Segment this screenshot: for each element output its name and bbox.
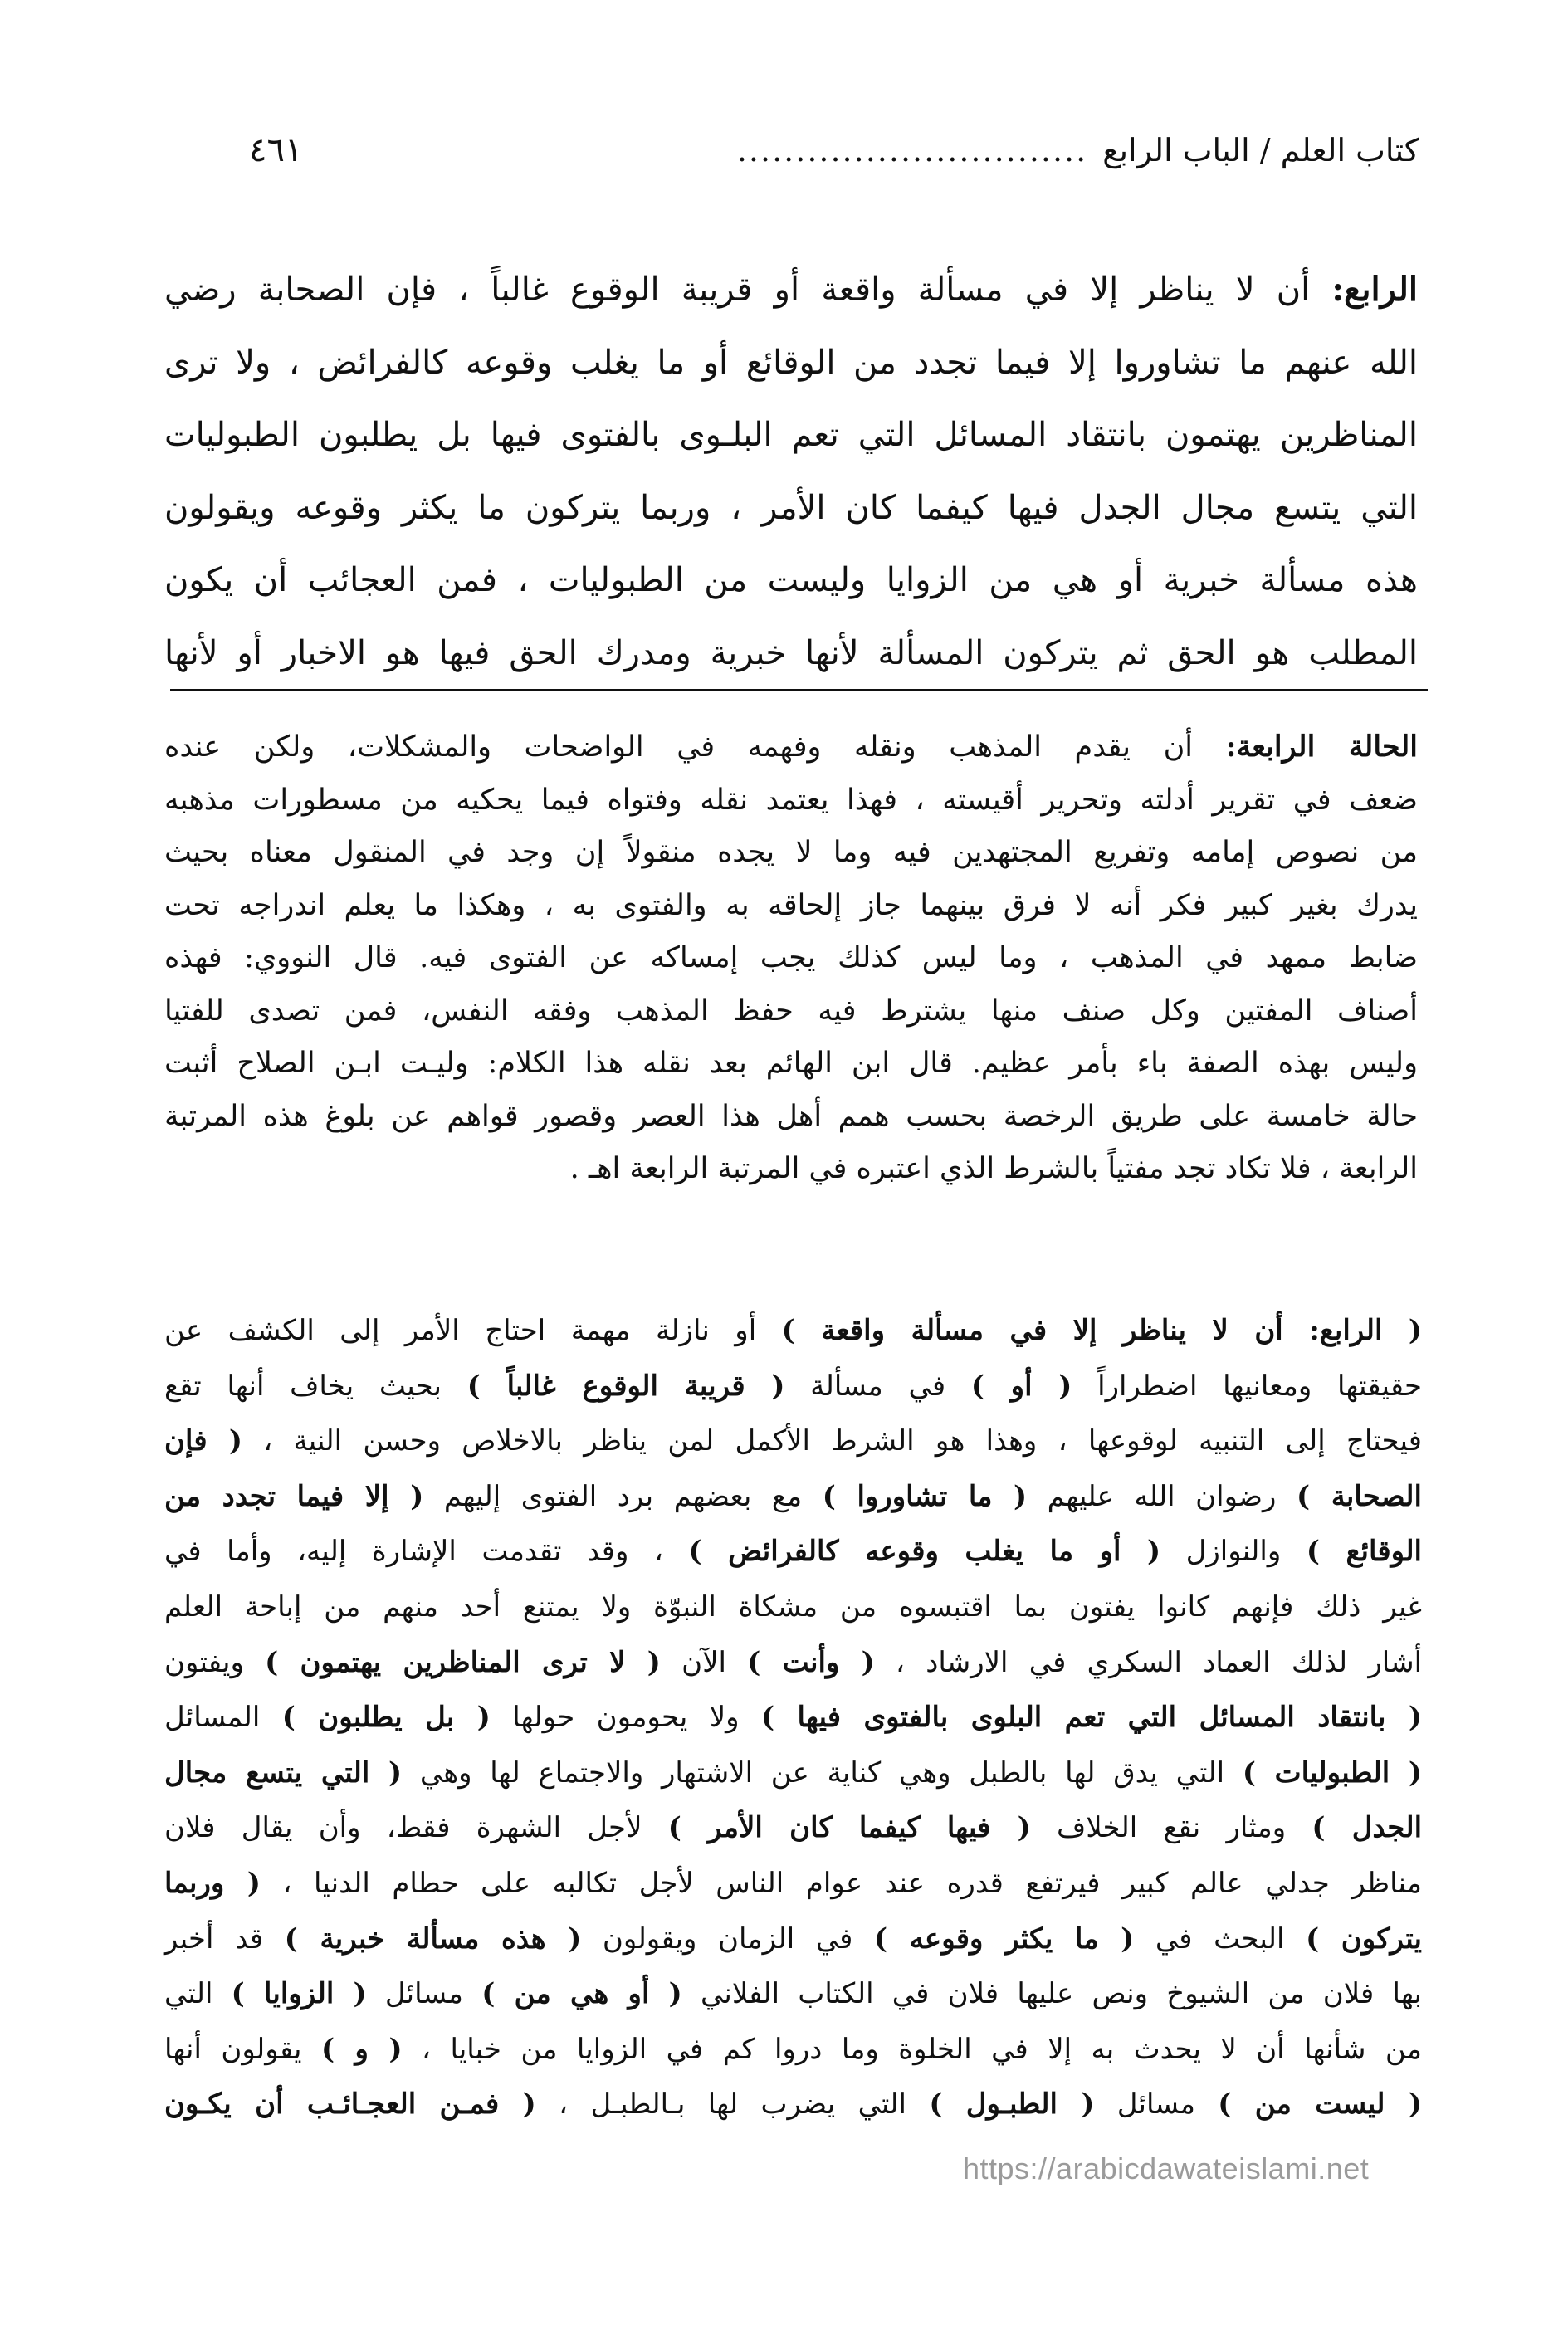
- footnote-line: حالة خامسة على طريق الرخصة بحسب همم أهل هذا العصر وقصور قواهم عن بلوغ هذه المرتبة: [164, 1099, 1418, 1133]
- main-text-line: التي يتسع مجال الجدل فيها كيفما كان الأمر ، وربما يتركون ما يكثر وقوعه ويقولون: [164, 488, 1418, 527]
- commentary-line: [164, 1746, 1422, 1801]
- commentary-span: في مسألة: [784, 1369, 971, 1403]
- quoted-matn-span: ( إلا فيما تجدد من: [164, 1479, 424, 1513]
- footnote-line: الرابعة ، فلا تكاد تجد مفتياً بالشرط الذي اعتبره في المرتبة الرابعة اهـ .: [569, 1152, 1418, 1185]
- commentary-span: رضوان الله عليهم: [1027, 1479, 1297, 1513]
- commentary-span: ولا يحومون حولها: [490, 1701, 761, 1735]
- quoted-matn-span: ( الرابع: أن لا يناظر إلا في مسألة واقعة ): [781, 1314, 1423, 1347]
- commentary-span: فيحتاج إلى التنبيه لوقوعها ، وهذا هو الشرط الأكمل لمن يناظر بالاخلاص وحسن النية ،: [242, 1424, 1422, 1458]
- quoted-matn-span: ( الطبوليات ): [1242, 1756, 1423, 1790]
- quoted-matn-span: الجدل ): [1312, 1811, 1423, 1845]
- header-dot-leader: ..............................: [736, 132, 1088, 168]
- footnote-line: ضعف في تقرير أدلته وتحرير أقيسته ، فهذا يعتمد نقله وفتواه فيما يحكيه من مسطورات مذهبه: [164, 783, 1418, 817]
- footnote-line: وليس بهذه الصفة باء بأمر عظيم. قال ابن الهائم بعد نقله هذا الكلام: وليـت ابـن الصلاح أثبت: [164, 1047, 1418, 1080]
- commentary-span: من شأنها أن لا يحدث به إلا في الخلوة وما دروا كم في الزوايا من خبايا ،: [402, 2032, 1422, 2066]
- commentary-span: حقيقتها ومعانيها اضطراراً: [1072, 1369, 1422, 1403]
- commentary-span: ومثار نقع الخلاف: [1030, 1811, 1312, 1845]
- quoted-matn-span: الوقائع ): [1306, 1535, 1422, 1569]
- quoted-matn-span: ( هذه مسألة خبرية ): [284, 1922, 582, 1956]
- quoted-matn-span: ( قريبة الوقوع غالباً ): [466, 1369, 785, 1403]
- commentary-line: [164, 1414, 1422, 1469]
- commentary-span: يقولون أنها: [164, 2032, 321, 2066]
- commentary-line: [164, 1800, 1422, 1856]
- commentary-span: الآن: [660, 1645, 748, 1679]
- quoted-matn-span: ( أو هي من ): [481, 1977, 682, 2011]
- quoted-matn-span: ( فإن: [164, 1424, 242, 1458]
- commentary-line: [164, 1912, 1422, 1967]
- commentary-span: أشار لذلك العماد السكري في الارشاد ،: [874, 1645, 1423, 1679]
- commentary-line: [164, 1303, 1422, 1359]
- main-text-line: هذه مسألة خبرية أو هي من الزوايا وليست من الطبوليات ، فمن العجائب أن يكون: [164, 561, 1418, 599]
- running-header: [249, 131, 1419, 169]
- footnote-lead: الحالة الرابعة:: [1225, 730, 1418, 764]
- commentary-line: [164, 1856, 1422, 1912]
- commentary-span: قد أخبر: [164, 1922, 285, 1956]
- main-text-lead: الرابع:: [1331, 270, 1418, 309]
- main-text: [164, 253, 1418, 690]
- page-number: ٤٦١: [249, 131, 303, 169]
- commentary-span: مناظر جدلي عالم كبير فيرتفع قدره عند عوام الناس لأجل تكالبه على حطام الدنيا ،: [260, 1866, 1422, 1900]
- quoted-matn-span: ( فمـن العجـائـب أن يكـون: [164, 2088, 536, 2122]
- quoted-matn-span: ( ما يكثر وقوعه ): [873, 1922, 1135, 1956]
- quoted-matn-span: ( وأنت ): [747, 1645, 875, 1679]
- quoted-matn-span: الصحابة ): [1297, 1479, 1422, 1513]
- commentary-span: التي يدق لها بالطبل وهي كناية عن الاشتهار والاجتماع لها وهي: [402, 1756, 1243, 1790]
- footnote-line: ضابط ممهد في المذهب ، وما ليس كذلك يجب إمساكه عن الفتوى فيه. قال النووي: فهذه: [164, 941, 1418, 974]
- commentary-line: [164, 1690, 1422, 1746]
- main-text-span: أن لا يناظر إلا في مسألة واقعة أو قريبة الوقوع غالباً ، فإن الصحابة رضي: [164, 271, 1311, 309]
- quoted-matn-span: ( الزوايا ): [231, 1977, 367, 2011]
- commentary-line: [164, 1580, 1422, 1635]
- watermark-url: https://arabicdawateislami.net: [963, 2151, 1370, 2185]
- quoted-matn-span: ( أو ما يغلب وقوعه كالفرائض ): [688, 1535, 1161, 1569]
- quoted-matn-span: ( لا ترى المناظرين يهتمون ): [265, 1645, 661, 1679]
- quoted-matn-span: ( أو ): [970, 1369, 1072, 1403]
- quoted-matn-span: ( بانتقاد المسائل التي تعم البلوى بالفتوى فيها ): [761, 1701, 1423, 1735]
- commentary-line: [164, 1966, 1422, 2022]
- commentary-line: [164, 1359, 1422, 1414]
- commentary-span: مسائل: [366, 1977, 482, 2011]
- commentary-line: [164, 1469, 1422, 1525]
- commentary-span: في الزمان ويقولون: [581, 1922, 874, 1956]
- quoted-matn-span: ( ليست من ): [1218, 2088, 1422, 2122]
- commentary-line: [164, 1635, 1422, 1691]
- quoted-matn-span: يتركون ): [1306, 1922, 1422, 1956]
- footnote-text: [164, 720, 1418, 1196]
- main-text-line: المطلب هو الحق ثم يتركون المسألة لأنها خبرية ومدرك الحق فيها هو الاخبار أو لأنها: [164, 633, 1418, 672]
- commentary-span: البحث في: [1134, 1922, 1307, 1956]
- commentary-span: أو نازلة مهمة احتاج الأمر إلى الكشف عن: [164, 1314, 782, 1347]
- quoted-matn-span: ( بل يطلبون ): [281, 1701, 491, 1735]
- commentary-span: بحيث يخاف أنها تقع: [164, 1369, 467, 1403]
- footnote-separator: [170, 689, 1428, 691]
- quoted-matn-span: ( الطبـول ): [929, 2088, 1095, 2122]
- chapter-title: كتاب العلم / الباب الرابع: [1102, 132, 1419, 168]
- main-text-line: الله عنهم ما تشاوروا إلا فيما تجدد من الوقائع أو ما يغلب وقوعه كالفرائض ، ولا ترى: [164, 343, 1418, 382]
- quoted-matn-span: ( و ): [320, 2032, 403, 2066]
- commentary-line: [164, 2022, 1422, 2078]
- footnote-line: من نصوص إمامه وتفريع المجتهدين فيه وما لا يجده منقولاً إن وجد في المنقول معناه بحيث: [164, 836, 1418, 869]
- commentary-line: [164, 1524, 1422, 1580]
- commentary-span: بها فلان من الشيوخ ونص عليها فلان في الكتاب الفلاني: [681, 1977, 1423, 2011]
- commentary-text: [164, 1303, 1422, 2132]
- commentary-span: مع بعضهم برد الفتوى إليهم: [423, 1479, 823, 1513]
- commentary-span: المسائل: [164, 1701, 282, 1735]
- quoted-matn-span: ( ما تشاوروا ): [822, 1479, 1028, 1513]
- quoted-matn-span: ( فيها كيفما كان الأمر ): [667, 1811, 1031, 1845]
- commentary-span: ، وقد تقدمت الإشارة إليه، وأما في: [164, 1535, 689, 1569]
- commentary-span: غير ذلك فإنهم كانوا يفتون بما اقتبسوه من مشكاة النبوّة ولا يمتنع أحد منهم من إباحة العلم: [164, 1590, 1422, 1624]
- commentary-span: لأجل الشهرة فقط، وأن يقال فلان: [164, 1811, 668, 1845]
- main-text-line: المناظرين يهتمون بانتقاد المسائل التي تعم البلـوى بالفتوى فيها بل يطلبون الطبوليات: [164, 416, 1418, 454]
- quoted-matn-span: ( وربما: [164, 1866, 261, 1900]
- footnote-line: أصناف المفتين وكل صنف منها يشترط فيه حفظ المذهب وفقه النفس، فمن تصدى للفتيا: [164, 994, 1418, 1028]
- footnote-line: [164, 720, 1418, 774]
- commentary-line: [164, 2077, 1422, 2132]
- commentary-span: والنوازل: [1160, 1535, 1307, 1569]
- main-text-line: [164, 253, 1418, 327]
- commentary-span: التي يضرب لها بـالطبـل ،: [535, 2088, 930, 2122]
- commentary-span: التي: [164, 1977, 232, 2011]
- commentary-span: ويفتون: [164, 1645, 266, 1679]
- footnote-span: أن يقدم المذهب ونقله وفهمه في الواضحات والمشكلات، ولكن عنده: [164, 730, 1194, 764]
- quoted-matn-span: ( التي يتسع مجال: [164, 1756, 403, 1790]
- footnote-line: يدرك بغير كبير فكر أنه لا فرق بينهما جاز إلحاقه به والفتوى به ، وهكذا ما يعلم اندراجه تحت: [164, 888, 1418, 922]
- commentary-span: مسائل: [1094, 2088, 1219, 2122]
